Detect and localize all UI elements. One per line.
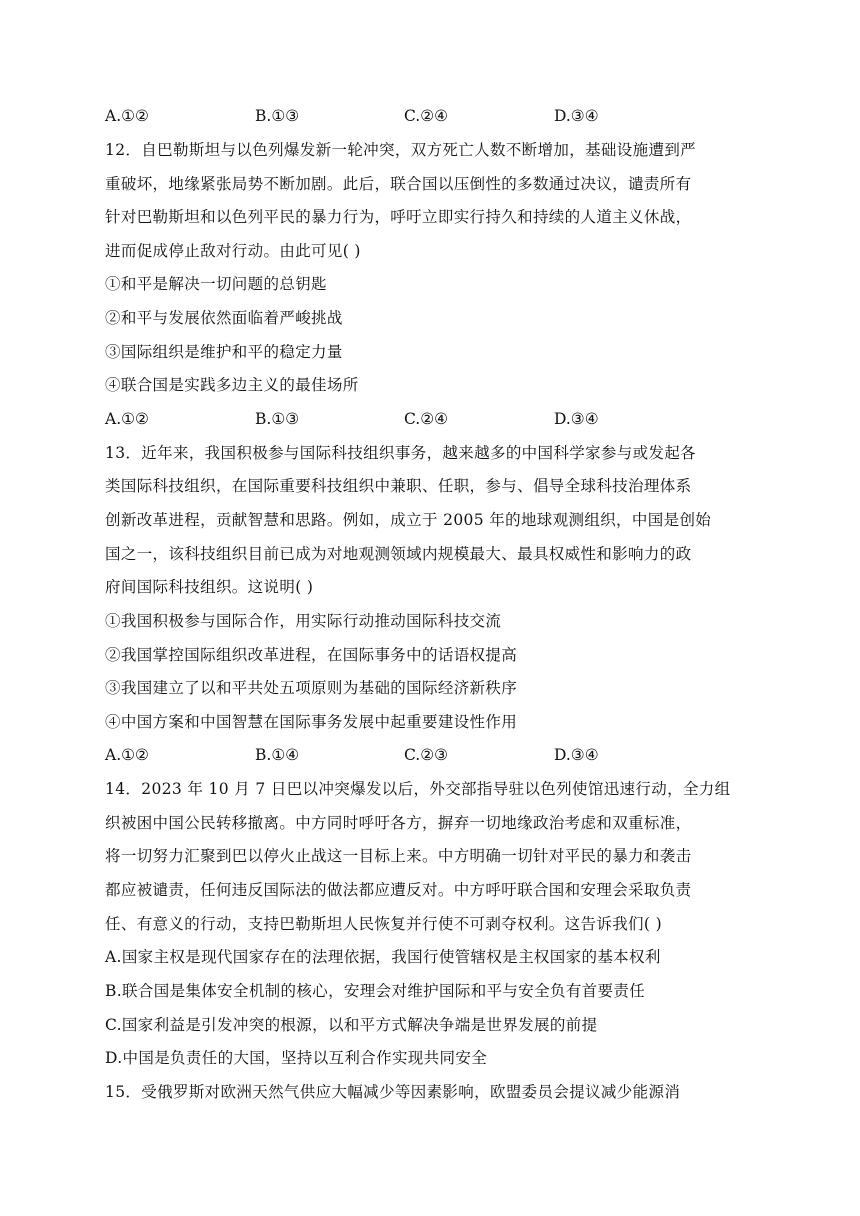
option-b: B.①③ [255, 410, 300, 428]
statement-item: ③我国建立了以和平共处五项原则为基础的国际经济新秩序 [105, 679, 518, 697]
question-13-text: 国之一，该科技组织目前已成为对地观测领域内规模最大、最具权威性和影响力的政 [105, 545, 692, 563]
answer-option-a: A.国家主权是现代国家存在的法理依据，我国行使管辖权是主权国家的基本权利 [105, 948, 661, 966]
statement-item: ②我国掌控国际组织改革进程，在国际事务中的话语权提高 [105, 646, 518, 664]
question-14-text: 都应被谴责，任何违反国际法的做法都应遭反对。中方呼吁联合国和安理会采取负责 [105, 881, 692, 899]
statement-item: ①我国积极参与国际合作，用实际行动推动国际科技交流 [105, 612, 502, 630]
statement-item: ④联合国是实践多边主义的最佳场所 [105, 376, 359, 394]
question-13-text: 类国际科技组织，在国际重要科技组织中兼职、任职，参与、倡导全球科技治理体系 [105, 477, 692, 495]
option-c: C.②④ [404, 410, 449, 428]
option-b: B.①③ [255, 107, 300, 125]
option-d: D.③④ [554, 746, 599, 764]
statement-item: ③国际组织是维护和平的稳定力量 [105, 343, 343, 361]
question-14-text: 将一切努力汇聚到巴以停火止战这一目标上来。中方明确一切针对平民的暴力和袭击 [105, 847, 692, 865]
option-d: D.③④ [554, 107, 599, 125]
question-12-text: 针对巴勒斯坦和以色列平民的暴力行为，呼吁立即实行持久和持续的人道主义休战， [105, 208, 692, 226]
option-a: A.①② [105, 107, 149, 125]
answer-option-b: B.联合国是集体安全机制的核心，安理会对维护国际和平与安全负有首要责任 [105, 982, 646, 1000]
question-12-text: 进而促成停止敌对行动。由此可见( ) [105, 242, 361, 260]
answer-option-d: D.中国是负责任的大国，坚持以互利合作实现共同安全 [105, 1049, 488, 1067]
option-d: D.③④ [554, 410, 599, 428]
question-15-text: 15．受俄罗斯对欧洲天然气供应大幅减少等因素影响，欧盟委员会提议减少能源消 [105, 1083, 681, 1101]
option-a: A.①② [105, 410, 149, 428]
option-b: B.①④ [255, 746, 300, 764]
question-14-text: 14．2023 年 10 月 7 日巴以冲突爆发以后，外交部指导驻以色列使馆迅速行动，全力组 [105, 780, 731, 798]
option-c: C.②③ [404, 746, 449, 764]
answer-option-c: C.国家利益是引发冲突的根源，以和平方式解决争端是世界发展的前提 [105, 1016, 598, 1034]
statement-item: ①和平是解决一切问题的总钥匙 [105, 275, 327, 293]
question-12-text: 12．自巴勒斯坦与以色列爆发新一轮冲突，双方死亡人数不断增加，基础设施遭到严 [105, 141, 697, 159]
question-13-text: 创新改革进程，贡献智慧和思路。例如，成立于 2005 年的地球观测组织，中国是创始 [105, 511, 712, 529]
question-14-text: 任、有意义的行动，支持巴勒斯坦人民恢复并行使不可剥夺权利。这告诉我们( ) [105, 915, 662, 933]
question-13-text: 府间国际科技组织。这说明( ) [105, 578, 314, 596]
statement-item: ④中国方案和中国智慧在国际事务发展中起重要建设性作用 [105, 713, 518, 731]
option-a: A.①② [105, 746, 149, 764]
option-c: C.②④ [404, 107, 449, 125]
question-12-text: 重破坏，地缘紧张局势不断加剧。此后，联合国以压倒性的多数通过决议，谴责所有 [105, 175, 692, 193]
question-13-text: 13．近年来，我国积极参与国际科技组织事务，越来越多的中国科学家参与或发起各 [105, 444, 697, 462]
question-14-text: 织被困中国公民转移撤离。中方同时呼吁各方，摒弃一切地缘政治考虑和双重标准， [105, 814, 692, 832]
statement-item: ②和平与发展依然面临着严峻挑战 [105, 309, 343, 327]
